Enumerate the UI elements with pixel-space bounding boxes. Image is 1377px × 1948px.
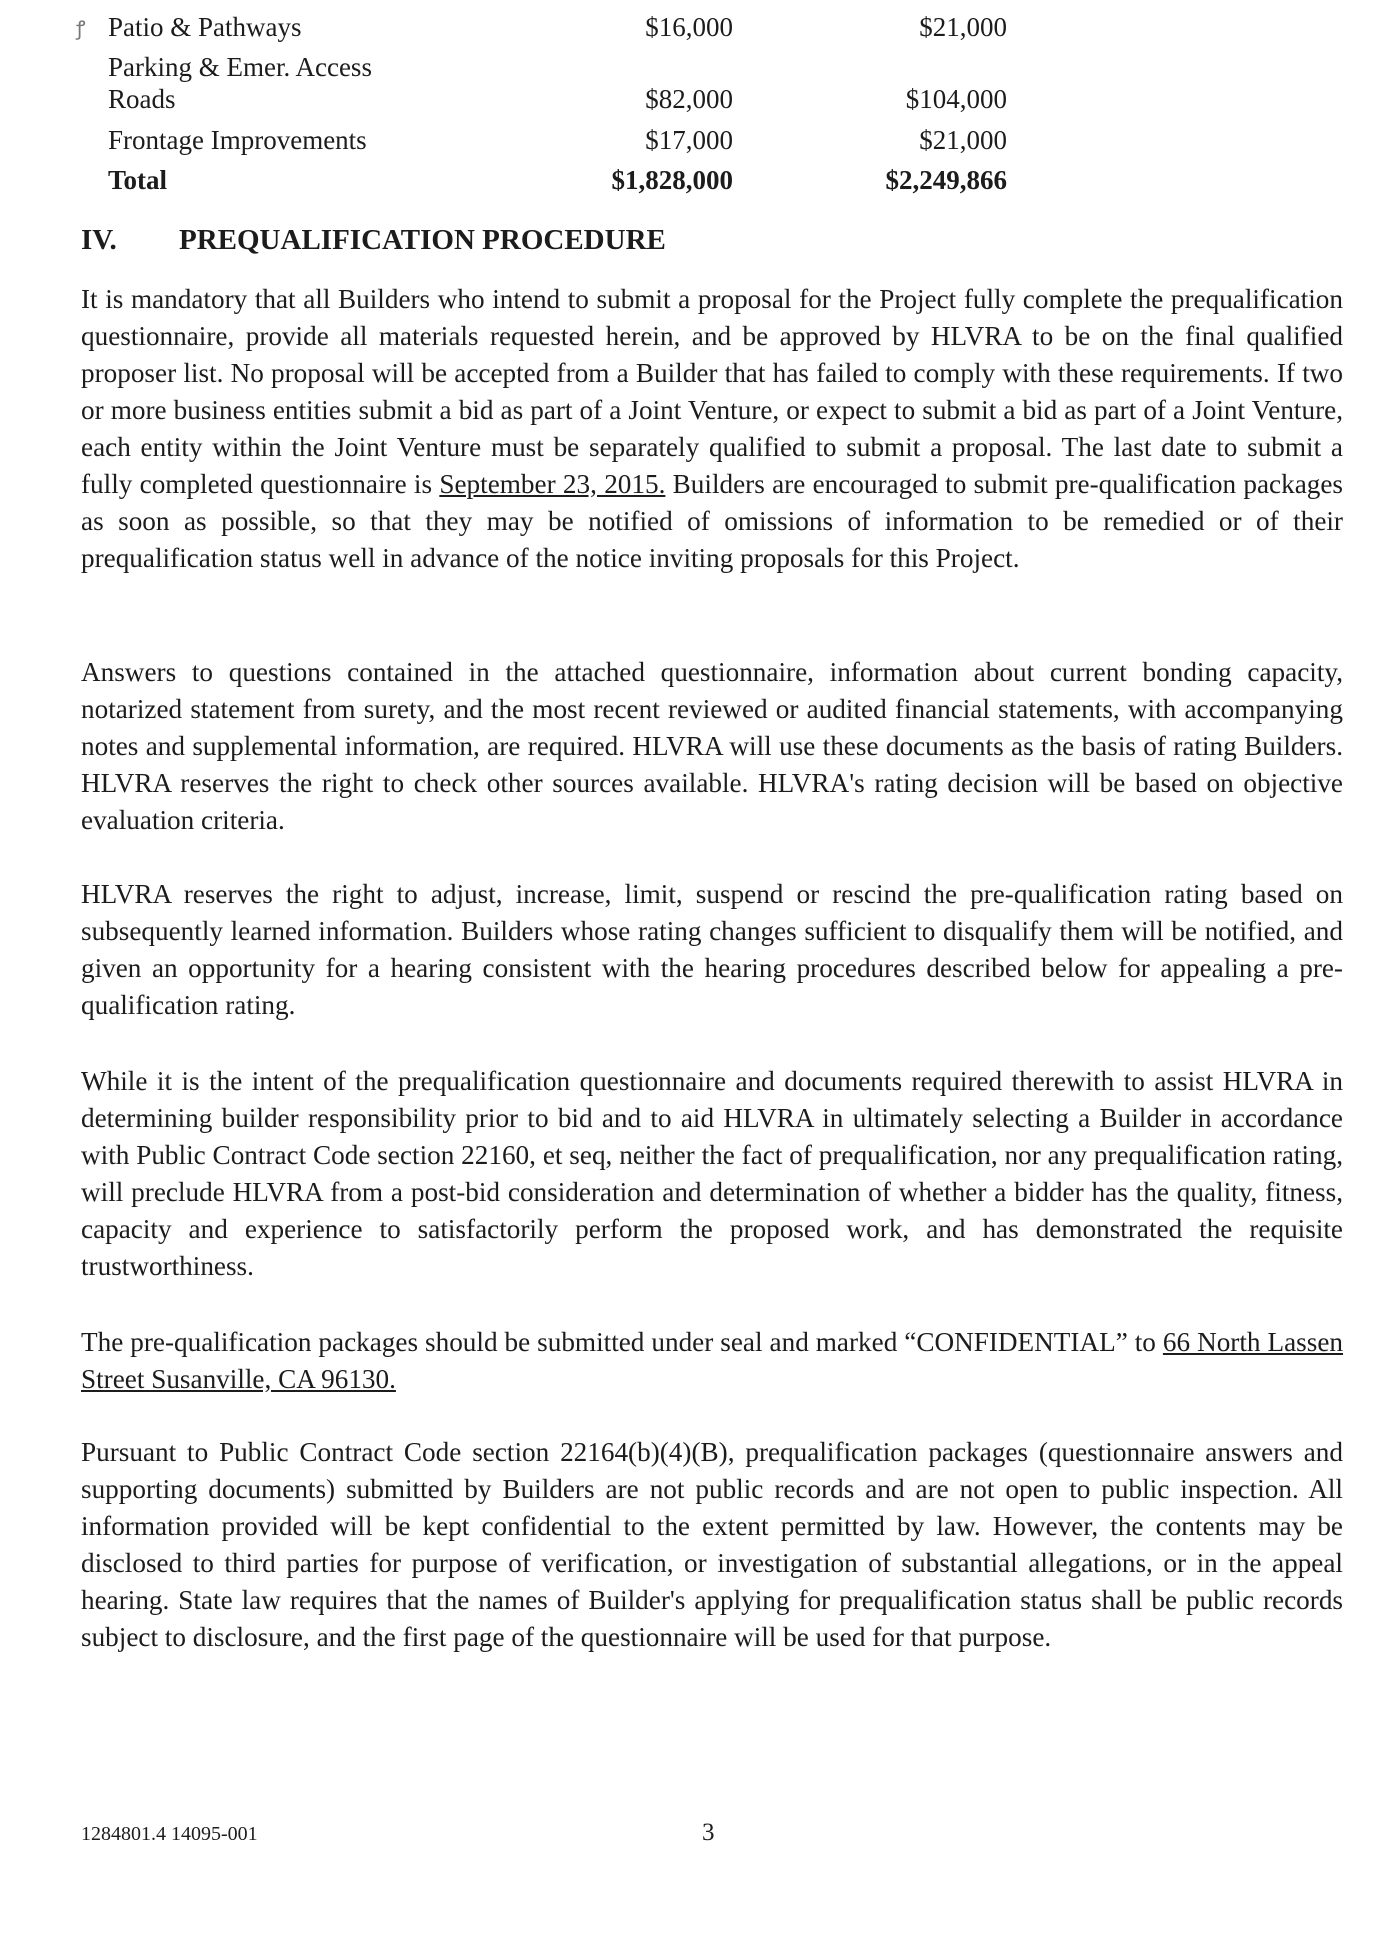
cost-table (108, 8, 1008, 201)
document-code: 1284801.4 14095-001 (81, 1823, 258, 1845)
row-high-estimate: $21,000 (919, 125, 1007, 155)
paragraph-text: Builders are encouraged to submit pre-qualification packages as soon as possible, so that they may be notified of omissions of information to be remedied or of their prequalification status well in advance of the notice inviting proposals for this Project. (81, 469, 1344, 573)
paragraph-rating-adjustment: HLVRA reserves the right to adjust, increase, limit, suspend or rescind the pre-qualification rating based on subsequently learned information. Builders whose rating changes sufficient to disqualify them will be notified, and given an opportunity for a hearing consistent with the hearing procedures described below for appealing a pre-qualification rating. (81, 879, 1343, 1020)
handwritten-mark: ꝭ (76, 18, 86, 40)
row-label: Patio & Pathways (108, 12, 302, 42)
row-label: Parking & Emer. Access (108, 52, 372, 82)
row-high-estimate: $104,000 (905, 84, 1007, 114)
row-label: Frontage Improvements (108, 125, 367, 155)
row-low-estimate: $16,000 (645, 12, 733, 42)
row-label: Roads (108, 84, 176, 114)
row-label: Total (108, 165, 168, 195)
section-number: IV. (81, 224, 117, 256)
table-row (108, 8, 1008, 48)
row-low-estimate: $1,828,000 (611, 165, 733, 195)
row-high-estimate: $21,000 (919, 12, 1007, 42)
table-row-total (108, 161, 1008, 201)
paragraph-submission-address (81, 1324, 1343, 1398)
paragraph-mandatory-prequalification (81, 281, 1343, 577)
table-row (108, 80, 1008, 121)
row-low-estimate: $17,000 (645, 125, 733, 155)
table-row (108, 121, 1008, 161)
section-title: PREQUALIFICATION PROCEDURE (179, 224, 666, 256)
paragraph-text: It is mandatory that all Builders who intend to submit a proposal for the Project fully complete the prequalification questionnaire, provide all materials requested herein, and be approved by HLVRA to be on the final qualified proposer list. No proposal will be accepted from a Builder that has failed to comply with these requirements. If two or more business entities submit a bid as part of a Joint Venture, or expect to submit a bid as part of a Joint Venture, each entity within the Joint Venture must be separately qualified to submit a proposal. The last date to submit a fully completed questionnaire is (81, 284, 1343, 499)
row-low-estimate: $82,000 (645, 84, 733, 114)
paragraph-text: The pre-qualification packages should be submitted under seal and marked “CONFIDENTIAL” to (81, 1327, 1163, 1357)
page-number: 3 (702, 1819, 715, 1846)
table-row (108, 48, 1008, 80)
section-heading (81, 224, 666, 257)
paragraph-required-documents: Answers to questions contained in the attached questionnaire, information about current bonding capacity, notarized statement from surety, and the most recent reviewed or audited financial statements, with accompanying notes and supplemental information, are required. HLVRA will use these documents as the basis of rating Builders. HLVRA reserves the right to check other sources available. HLVRA's rating decision will be based on objective evaluation criteria. (81, 657, 1343, 835)
submission-address: 66 North Lassen Street Susanville, CA 96130. (81, 1327, 1343, 1394)
paragraph-intent: While it is the intent of the prequalification questionnaire and documents required therewith to assist HLVRA in determining builder responsibility prior to bid and to aid HLVRA in ultimately selecting a Builder in accordance with Public Contract Code section 22160, et seq, neither the fact of prequalification, nor any prequalification rating, will preclude HLVRA from a post-bid consideration and determination of whether a bidder has the quality, fitness, capacity and experience to satisfactorily perform the proposed work, and has demonstrated the requisite trustworthiness. (81, 1066, 1343, 1281)
row-high-estimate: $2,249,866 (885, 165, 1007, 195)
paragraph-confidentiality: Pursuant to Public Contract Code section 22164(b)(4)(B), prequalification packages (questionnaire answers and supporting documents) submitted by Builders are not public records and are not open to public inspection. All information provided will be kept confidential to the extent permitted by law. However, the contents may be disclosed to third parties for purpose of verification, or investigation of substantial allegations, or in the appeal hearing. State law requires that the names of Builder's applying for prequalification status shall be public records subject to disclosure, and the first page of the questionnaire will be used for that purpose. (81, 1437, 1343, 1652)
deadline-date: September 23, 2015. (439, 469, 666, 499)
